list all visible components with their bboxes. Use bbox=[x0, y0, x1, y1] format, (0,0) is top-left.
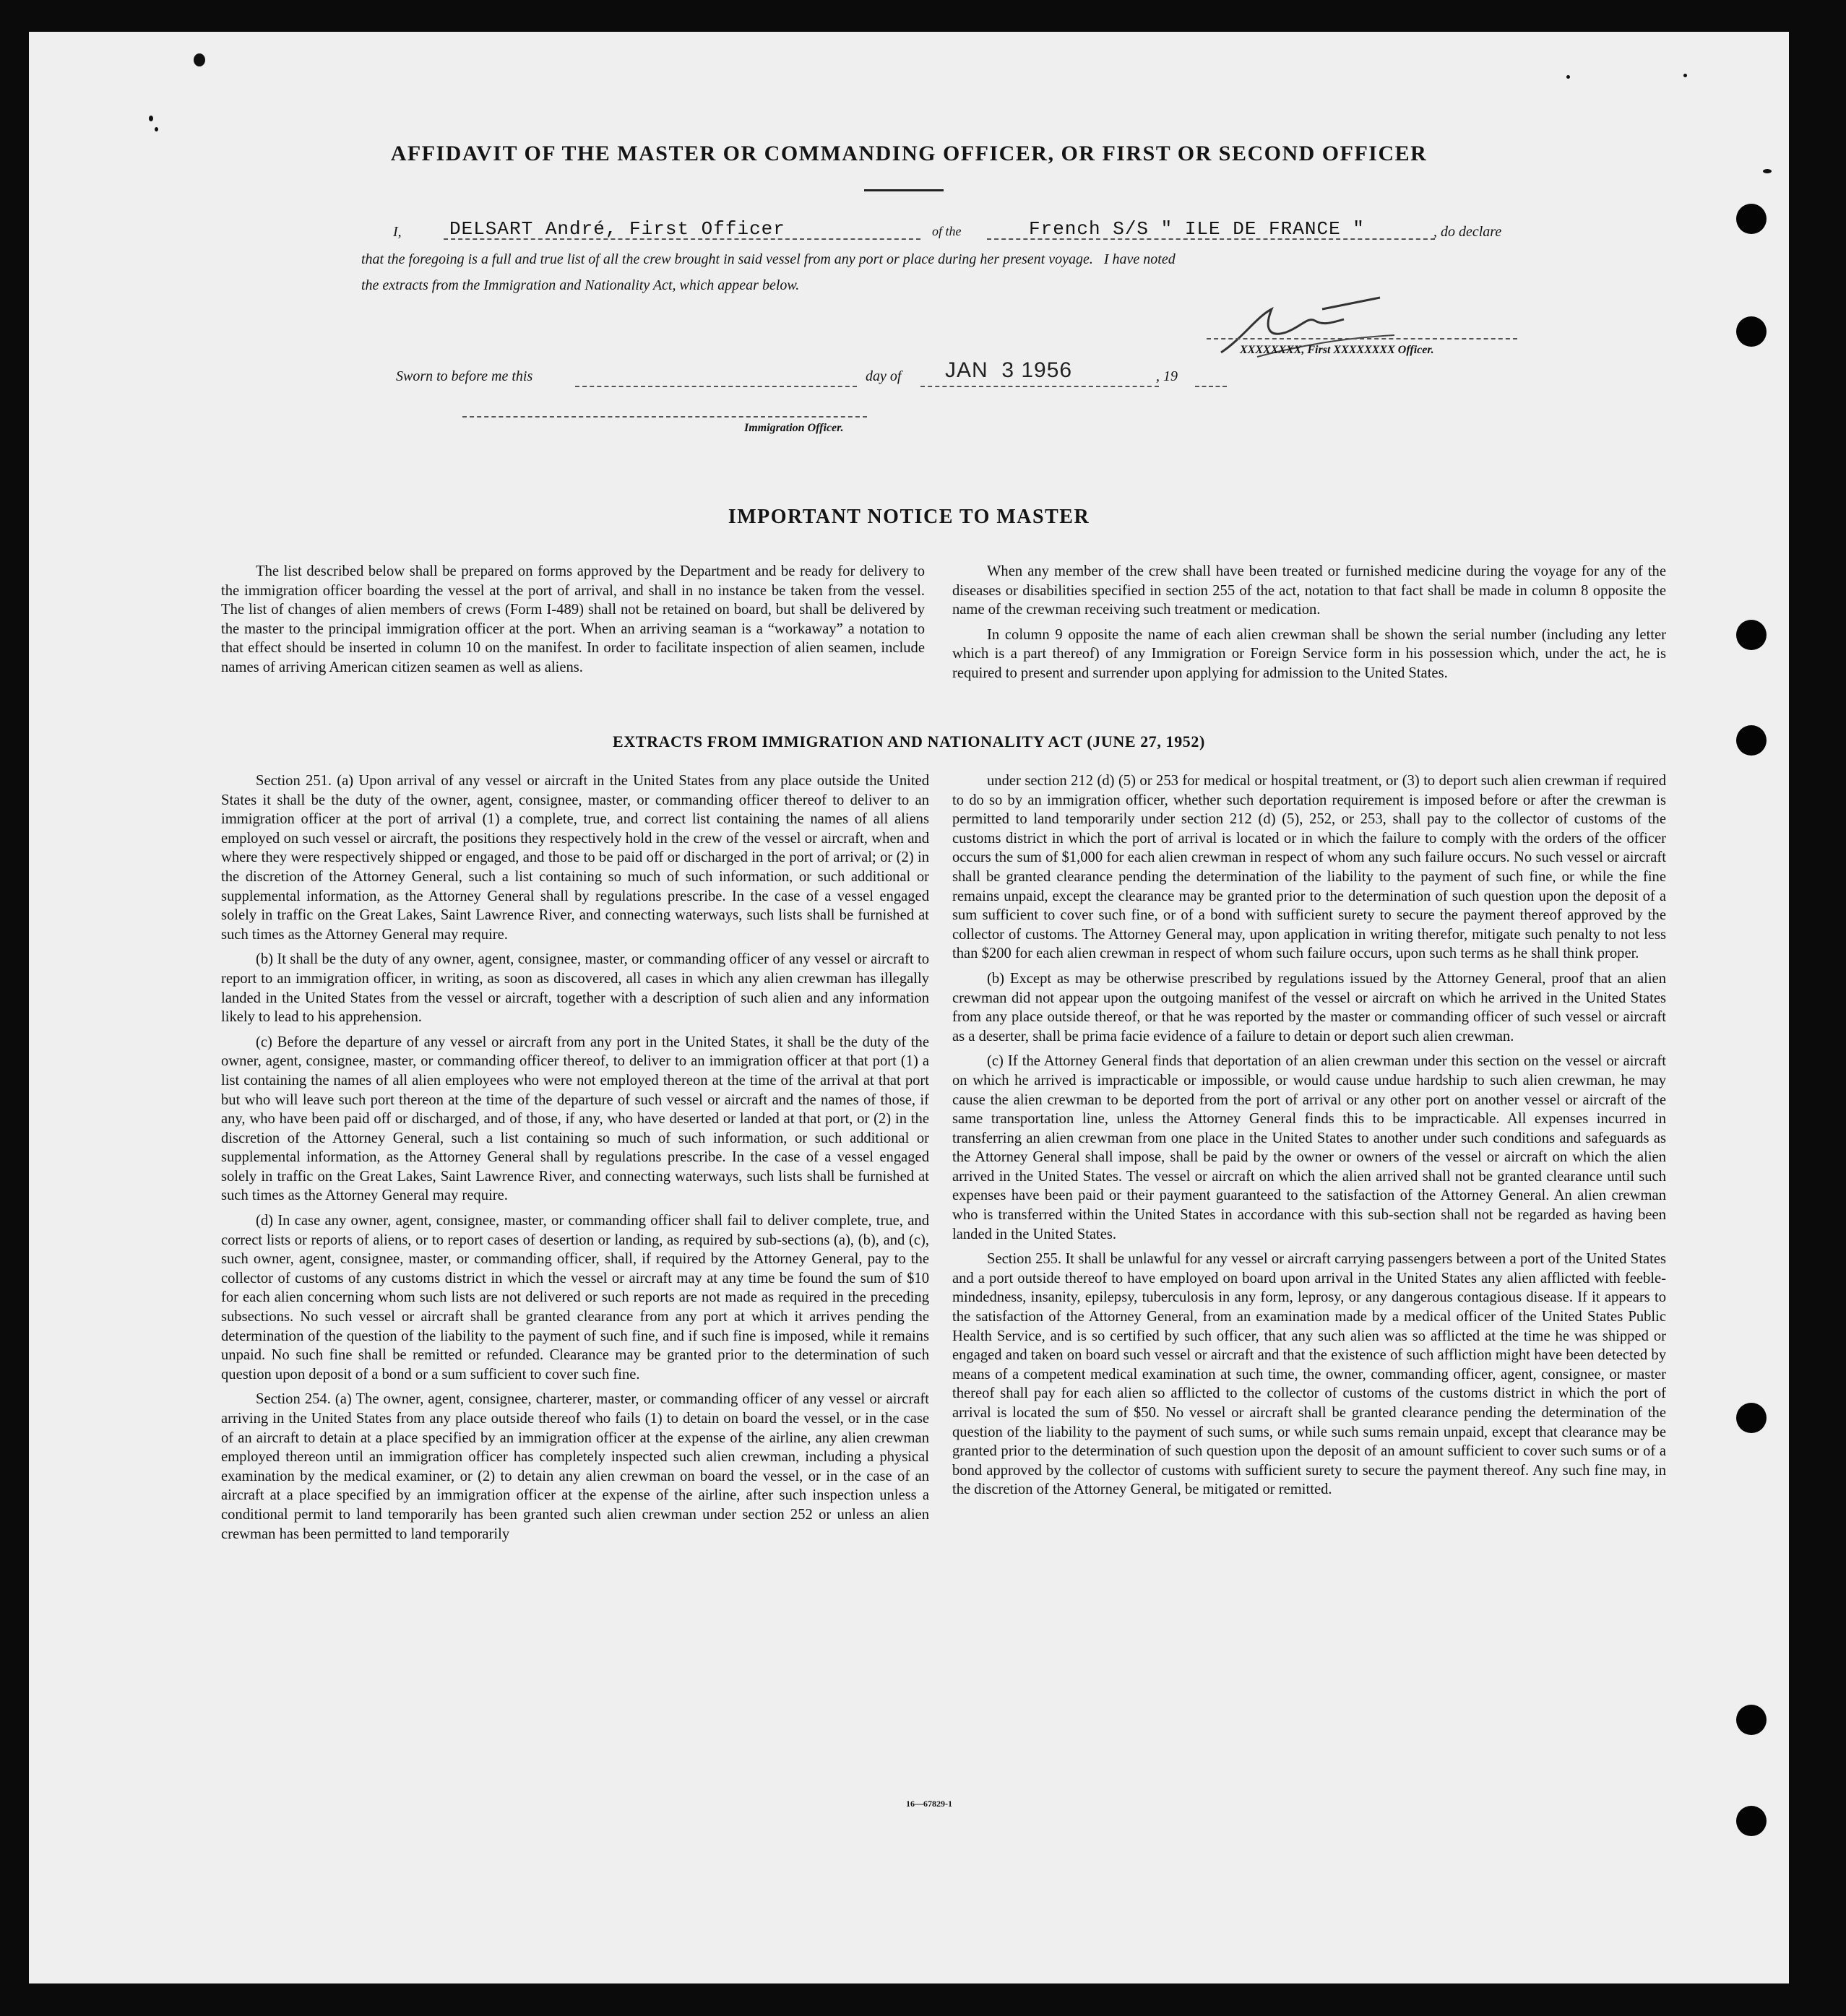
officer-name: DELSART André, First Officer bbox=[449, 218, 785, 240]
binder-hole bbox=[1736, 316, 1767, 347]
declaration-text: the extracts from the Immigration and Nationality Act, which appear below. bbox=[361, 277, 800, 293]
scan-mark bbox=[155, 127, 158, 131]
sworn-day-line bbox=[575, 386, 857, 387]
signature-line bbox=[1207, 338, 1517, 339]
binder-hole bbox=[1736, 1806, 1767, 1836]
act-paragraph: Section 254. (a) The owner, agent, consignee, charterer, master, or commanding officer of any vessel or aircraft arriving in the United States from any place outside thereof who fails (1) to detain on board the vessel, or in the case of an aircraft to detain at a place specified by an immigration officer at the expense of the airline, any alien crewman employed thereon until an immigration officer has completely inspected such alien crewman, including a physical examination by the medical examiner, or (2) to detain any alien crewman on board the vessel, or in the case of an aircraft at a place specified by an immigration officer at the expense of the airline, after such inspection unless a conditional permit to land temporarily has been granted such alien crewman under section 252 or unless an alien crewman has been permitted to land temporarily bbox=[221, 1391, 929, 1542]
act-paragraph: Section 251. (a) Upon arrival of any vessel or aircraft in the United States from any place outside the United States it shall be the duty of the owner, agent, consignee, master, or commanding officer thereof to deliver to an immigration officer at the port of arrival (1) a complete, true, and correct list containing the names of all aliens employed on such vessel or aircraft, the positions they respectively hold in the crew of the vessel or aircraft, when and where they were respectively shipped or engaged, and those to be paid off or discharged in the port of arrival; or (2) in the discretion of the Attorney General, such a list containing so much of such information, or such additional or supplemental information, as the Attorney General shall by regulations prescribe. In the case of a vessel engaged solely in traffic on the Great Lakes, Saint Lawrence River, and connecting waterways, such lists shall be furnished at such times as the Attorney General may require. bbox=[221, 773, 929, 943]
do-declare-label: , do declare bbox=[1433, 224, 1502, 240]
notice-paragraph: In column 9 opposite the name of each alien crewman shall be shown the serial number (including any letter which is a part thereof) of any Immigration or Foreign Service form in his possession which, under the act, he is required to present and surrender upon applying for admission to the United States. bbox=[952, 626, 1666, 681]
declaration-text: that the foregoing is a full and true list of all the crew brought in said vessel from any port or place during her present voyage. I have noted bbox=[361, 251, 1176, 267]
date-stamp: JAN 3 1956 bbox=[945, 358, 1073, 382]
signature-caption: XXXXXXXX, First XXXXXXXX Officer. bbox=[1240, 344, 1434, 356]
act-paragraph: (b) Except as may be otherwise prescribed by regulations issued by the Attorney General, proof that an alien crewman did not appear upon the outgoing manifest of the vessel or aircraft on which he arrived in the United States from any place outside thereof, or that he was reported by the master or commanding officer of such vessel or aircraft as a deserter, shall be prima facie evidence of a failure to detain or deport such alien crewman. bbox=[952, 970, 1666, 1044]
form-number: 16—67829-1 bbox=[906, 1799, 952, 1809]
immigration-officer-line bbox=[462, 416, 867, 418]
notice-paragraph: The list described below shall be prepared on forms approved by the Department and be ready for delivery to the immigration officer boarding the vessel at the port of arrival, and shall in no instance be taken from the vessel. The list of changes of alien members of crews (Form I-489) shall not be retained on board, but shall be delivered by the master to the principal immigration officer at the port. When an arriving seaman is a “workaway” a notation to that effect should be inserted in column 10 on the manifest. In order to facilitate inspection of alien seamen, include names of arriving American citizen seamen as well as aliens. bbox=[221, 563, 925, 675]
binder-hole bbox=[1736, 1403, 1767, 1433]
officer-name-line bbox=[444, 238, 920, 240]
notice-left-column bbox=[221, 562, 925, 683]
sworn-year-line bbox=[1195, 386, 1227, 387]
title-rule bbox=[864, 189, 944, 191]
notice-right-column bbox=[952, 562, 1666, 689]
notice-title: IMPORTANT NOTICE TO MASTER bbox=[728, 506, 1090, 528]
scan-mark bbox=[149, 116, 153, 121]
declaration-prefix: I, bbox=[393, 224, 402, 240]
notice-paragraph: When any member of the crew shall have been treated or furnished medicine during the voyage for any of the diseases or disabilities specified in section 255 of the act, notation to that fact shall be made in column 8 opposite the name of the crewman receiving such treatment or medication. bbox=[952, 563, 1666, 618]
vessel-name-line bbox=[987, 238, 1435, 240]
binder-hole bbox=[1736, 1705, 1767, 1735]
scan-mark bbox=[1683, 74, 1687, 77]
scan-mark bbox=[1763, 169, 1772, 173]
binder-hole bbox=[1736, 620, 1767, 650]
affidavit-title: AFFIDAVIT OF THE MASTER OR COMMANDING OFFICER, OR FIRST OR SECOND OFFICER bbox=[390, 142, 1428, 165]
act-paragraph: (b) It shall be the duty of any owner, agent, consignee, master, or commanding officer of any vessel or aircraft to report to an immigration officer, in writing, as soon as discovered, all cases in which any alien crewman has illegally landed in the United States from the vessel or aircraft, together with a description of such alien and any information likely to lead to his apprehension. bbox=[221, 951, 929, 1026]
act-paragraph: Section 255. It shall be unlawful for any vessel or aircraft carrying passengers between a port of the United States and a port outside thereof to have employed on board upon arrival in the United States any alien afflicted with feeble-mindedness, insanity, epilepsy, tuberculosis in any form, leprosy, or any dangerous contagious disease. If it appears to the satisfaction of the Attorney General, from an examination made by a medical officer of the United States Public Health Service, and is so certified by such officer, that any such alien was so afflicted at the time he was shipped or engaged and taken on board such vessel or aircraft and that the existence of such affliction might have been detected by means of a competent medical examination at such time, the owner, commanding officer, agent, consignee, or master thereof shall pay for each alien so afflicted to the collector of customs of the customs district in which the port of arrival is located the sum of $50. No vessel or aircraft shall be granted clearance pending the determination of the question of the liability to the payment of such sums, or while such sums remain unpaid, except that clearance may be granted prior to the determination of such question upon the deposit of an amount sufficient to cover such sums or of a bond approved by the collector of customs with sufficient surety to secure the payment thereof. Any such fine may, in the discretion of the Attorney General, be mitigated or remitted. bbox=[952, 1251, 1666, 1498]
act-left-column bbox=[221, 771, 929, 1549]
vessel-name: French S/S " ILE DE FRANCE " bbox=[1029, 218, 1365, 240]
extracts-title: EXTRACTS FROM IMMIGRATION AND NATIONALITY ACT (JUNE 27, 1952) bbox=[613, 732, 1205, 750]
scan-mark bbox=[1566, 75, 1570, 79]
act-right-column bbox=[952, 771, 1666, 1505]
binder-hole bbox=[1736, 204, 1767, 234]
document-page bbox=[29, 32, 1789, 1983]
immigration-officer-caption: Immigration Officer. bbox=[744, 422, 844, 434]
year-label: , 19 bbox=[1156, 368, 1178, 384]
act-paragraph: (d) In case any owner, agent, consignee, master, or commanding officer shall fail to deliver complete, true, and correct lists or reports of aliens, or to report cases of desertion or landing, as required by sub-sections (a), (b), and (c), such owner, agent, consignee, master, or commanding officer, shall, if required by the Attorney General, pay to the collector of customs of any customs district in which the vessel or aircraft may at any time be found the sum of $10 for each alien concerning whom such lists are not delivered or such reports are not made as required in the preceding subsections. No such vessel or aircraft shall be granted clearance from any port at which it arrives pending the determination of the question of the liability to the payment of such fine, and if such fine is imposed, while it remains unpaid. No such fine shall be remitted or refunded. Clearance may be granted prior to the determination of such question upon deposit of a bond or a sum sufficient to cover such fine. bbox=[221, 1213, 929, 1383]
sworn-label: Sworn to before me this bbox=[396, 368, 533, 384]
act-paragraph: (c) Before the departure of any vessel or aircraft from any port in the United States, it shall be the duty of the owner, agent, consignee, master, or commanding officer thereof, to deliver to an immigration officer at that port (1) a list containing the names of all alien employees who were not employed thereon at the time of the arrival at that port but who will leave such port thereon at the time of the departure of such vessel or aircraft and the names of those, if any, who have been paid off or discharged, and of those, if any, who have deserted or landed at that port, or (2) in the discretion of the Attorney General, such a list containing so much of such information, or such additional or supplemental information, as the Attorney General shall by regulations prescribe. In the case of a vessel engaged solely in traffic on the Great Lakes, Saint Lawrence River, and connecting waterways, such lists shall be furnished at such times as the Attorney General may require. bbox=[221, 1034, 929, 1204]
act-paragraph: under section 212 (d) (5) or 253 for medical or hospital treatment, or (3) to deport such alien crewman if required to do so by an immigration officer, whether such deportation requirement is imposed before or after the crewman is permitted to land temporarily under section 212 (d) (5), 252, or 253, shall pay to the collector of customs of the customs district in which the port of arrival is located or in which the failure to comply with the orders of the officer occurs the sum of $1,000 for each alien crewman in respect of whom any such failure occurs. No such vessel or aircraft shall be granted clearance pending the determination of the liability to the payment of such fine, or while the fine remains unpaid, except the clearance may be granted prior to the determination of such question upon the deposit of a sum sufficient to cover such fine, or of a bond with sufficient surety to secure the payment thereof approved by the collector of customs. The Attorney General may, upon application in writing therefor, mitigate such penalty to not less than $200 for each alien crewman in respect of whom such failure occurs, upon such terms as he shall think proper. bbox=[952, 773, 1666, 962]
sworn-month-line bbox=[920, 386, 1159, 387]
scan-mark bbox=[194, 53, 205, 66]
day-of-label: day of bbox=[866, 368, 902, 384]
act-paragraph: (c) If the Attorney General finds that deportation of an alien crewman under this section on the vessel or aircraft on which he arrived is impracticable or impossible, or would cause undue hardship to such alien crewman, he may cause the alien crewman to be deported from the port of arrival or any other port on another vessel or aircraft of the same transportation line, unless the Attorney General finds this to be impracticable. All expenses incurred in transferring an alien crewman from one place in the United States to another under such conditions and safeguards as the Attorney General shall impose, shall be paid by the owner or owners of the vessel or aircraft on which the alien arrived in the United States. The vessel or aircraft on which the alien arrived shall not be granted clearance until such expenses have been paid or their payment guaranteed to the satisfaction of the Attorney General. An alien crewman who is transferred within the United States in accordance with this sub-section shall not be regarded as having been landed in the United States. bbox=[952, 1053, 1666, 1242]
of-the-label: of the bbox=[932, 224, 962, 238]
